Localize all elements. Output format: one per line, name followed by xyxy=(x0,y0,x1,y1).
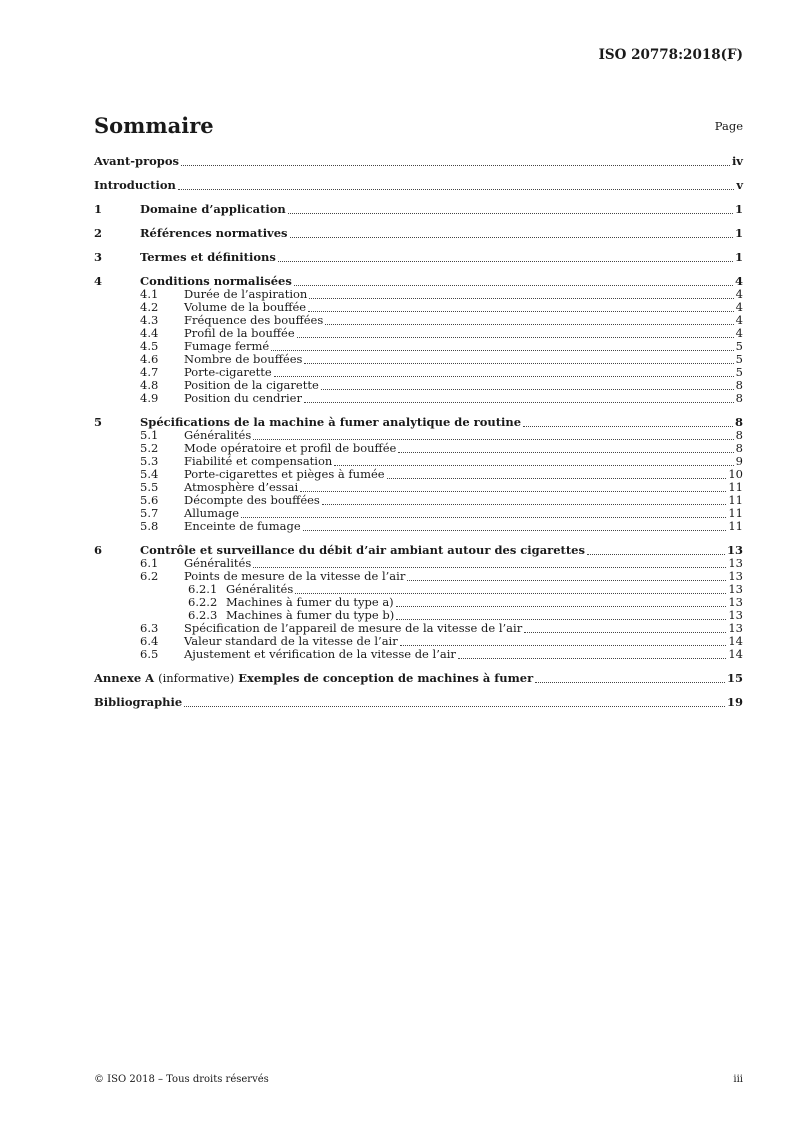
dot-leader xyxy=(387,478,727,479)
toc-entry-page: 4 xyxy=(734,274,743,288)
toc-entry-number: 4.8 xyxy=(140,378,159,392)
toc-entry-page: 8 xyxy=(735,391,743,405)
dot-leader xyxy=(407,580,726,581)
toc-entry-number: 6.1 xyxy=(140,556,159,570)
toc-entry-number: 5.5 xyxy=(140,480,159,494)
toc-entry-title: Profil de la bouffée xyxy=(184,326,295,340)
toc-entry-number: 3 xyxy=(94,250,103,264)
document-id: ISO 20778:2018(F) xyxy=(598,47,743,63)
toc-entry-number: 4.1 xyxy=(140,287,159,301)
dot-leader xyxy=(184,706,725,707)
dot-leader xyxy=(322,504,727,505)
toc-entry-title: Valeur standard de la vitesse de l’air xyxy=(184,634,398,648)
dot-leader xyxy=(300,491,726,492)
annex-title: Exemples de conception de machines à fumer xyxy=(238,671,534,685)
toc-entry-title: Atmosphère d’essai xyxy=(184,480,299,494)
toc-entry-page: 13 xyxy=(726,543,743,557)
toc-entry-number: 4.2 xyxy=(140,300,159,314)
toc-entry-title: Généralités xyxy=(184,556,252,570)
dot-leader xyxy=(241,517,726,518)
toc-entry-title: Position de la cigarette xyxy=(184,378,319,392)
toc-entry-title: Spécifications de la machine à fumer analytique de routine xyxy=(140,415,522,429)
toc-entry-page: 8 xyxy=(735,428,743,442)
toc-entry-title: Allumage xyxy=(184,506,239,520)
toc-entry-number: 6.2.3 xyxy=(188,608,218,622)
toc-entry-number: 5.4 xyxy=(140,467,159,481)
toc-entry-title: Termes et définitions xyxy=(140,250,276,264)
table-of-contents xyxy=(94,155,743,709)
toc-entry-page: 11 xyxy=(728,506,743,520)
dot-leader xyxy=(297,337,734,338)
dot-leader xyxy=(458,658,726,659)
page-title: Sommaire xyxy=(94,113,214,138)
dot-leader xyxy=(524,632,726,633)
toc-entry-number: 6.3 xyxy=(140,621,159,635)
toc-entry-title: Généralités xyxy=(184,428,252,442)
toc-entry-title: Fiabilité et compensation xyxy=(184,454,333,468)
dot-leader xyxy=(321,389,734,390)
dot-leader xyxy=(178,189,734,190)
toc-entry-number: 4.7 xyxy=(140,365,159,379)
dot-leader xyxy=(271,350,733,351)
toc-entry-page: 4 xyxy=(735,300,743,314)
toc-entry-title: Fumage fermé xyxy=(184,339,270,353)
toc-entry-number: 6.2.1 xyxy=(188,582,218,596)
toc-entry-title: Position du cendrier xyxy=(184,391,302,405)
annex-type: (informative) xyxy=(158,671,235,685)
toc-entry-page: 9 xyxy=(735,454,743,468)
toc-entry-page: 4 xyxy=(735,326,743,340)
toc-entry-page: 13 xyxy=(728,608,743,622)
toc-entry-subclause-5-8[interactable] xyxy=(94,520,743,533)
toc-entry-page: 5 xyxy=(735,339,743,353)
toc-entry-title: Points de mesure de la vitesse de l’air xyxy=(184,569,406,583)
toc-entry-title: Porte-cigarettes et pièges à fumée xyxy=(184,467,385,481)
dot-leader xyxy=(334,465,733,466)
dot-leader xyxy=(294,285,733,286)
toc-entry-page: 8 xyxy=(735,441,743,455)
toc-entry-page: 1 xyxy=(734,202,743,216)
toc-entry-bibliographie[interactable] xyxy=(94,696,743,709)
dot-leader xyxy=(587,554,725,555)
toc-entry-title: Ajustement et vérification de la vitesse de l’air xyxy=(184,647,456,661)
dot-leader xyxy=(396,606,727,607)
toc-entry-page: 13 xyxy=(728,556,743,570)
dot-leader xyxy=(325,324,733,325)
toc-entry-number: 6.2 xyxy=(140,569,159,583)
toc-entry-page: 5 xyxy=(735,352,743,366)
toc-entry-number: 6.4 xyxy=(140,634,159,648)
toc-entry-title: Enceinte de fumage xyxy=(184,519,301,533)
toc-entry-page: 11 xyxy=(728,480,743,494)
toc-entry-clause-1[interactable] xyxy=(94,203,743,216)
toc-entry-number: 4.9 xyxy=(140,391,159,405)
toc-entry-title: Bibliographie xyxy=(94,695,183,709)
toc-entry-page: iv xyxy=(731,154,743,168)
toc-entry-title: Fréquence des bouffées xyxy=(184,313,324,327)
dot-leader xyxy=(396,619,726,620)
toc-entry-page: 13 xyxy=(728,595,743,609)
toc-entry-number: 4 xyxy=(94,274,103,288)
annex-label: Annexe A xyxy=(94,671,155,685)
toc-entry-number: 1 xyxy=(94,202,103,216)
toc-entry-title: Durée de l’aspiration xyxy=(184,287,308,301)
toc-entry-number: 4.6 xyxy=(140,352,159,366)
toc-entry-page: 14 xyxy=(728,647,743,661)
dot-leader xyxy=(400,645,727,646)
toc-entry-title: Introduction xyxy=(94,178,176,192)
toc-entry-page: v xyxy=(736,178,743,192)
toc-entry-page: 11 xyxy=(728,519,743,533)
toc-entry-number: 2 xyxy=(94,226,103,240)
dot-leader xyxy=(181,165,730,166)
toc-entry-page: 13 xyxy=(728,582,743,596)
footer-copyright: © ISO 2018 – Tous droits réservés xyxy=(94,1074,269,1085)
toc-entry-number: 5.6 xyxy=(140,493,159,507)
dot-leader xyxy=(398,452,733,453)
toc-entry-title: Mode opératoire et profil de bouffée xyxy=(184,441,397,455)
toc-entry-number: 5.8 xyxy=(140,519,159,533)
dot-leader xyxy=(253,567,726,568)
toc-entry-title: Volume de la bouffée xyxy=(184,300,307,314)
toc-entry-page: 1 xyxy=(734,226,743,240)
dot-leader xyxy=(278,261,733,262)
toc-entry-page: 11 xyxy=(728,493,743,507)
toc-entry-page: 8 xyxy=(735,378,743,392)
toc-entry-title: Conditions normalisées xyxy=(140,274,292,288)
toc-entry-page: 14 xyxy=(728,634,743,648)
toc-entry-page: 4 xyxy=(735,313,743,327)
toc-entry-title: Généralités xyxy=(226,582,294,596)
toc-entry-number: 4.4 xyxy=(140,326,159,340)
toc-entry-avant-propos[interactable] xyxy=(94,155,743,168)
toc-entry-page: 8 xyxy=(734,415,743,429)
toc-entry-title: Porte-cigarette xyxy=(184,365,272,379)
dot-leader xyxy=(309,298,733,299)
toc-entry-page: 19 xyxy=(726,695,743,709)
dot-leader xyxy=(288,213,733,214)
toc-entry-page: 4 xyxy=(735,287,743,301)
dot-leader xyxy=(253,439,733,440)
toc-entry-clause-2[interactable] xyxy=(94,227,743,240)
toc-entry-title: Avant-propos xyxy=(94,154,179,168)
toc-entry-page: 13 xyxy=(728,569,743,583)
toc-clauses xyxy=(94,203,743,661)
toc-entry-page: 15 xyxy=(726,671,743,685)
toc-entry-number: 6 xyxy=(94,543,103,557)
toc-entry-clause-3[interactable] xyxy=(94,251,743,264)
toc-entry-number: 5.1 xyxy=(140,428,159,442)
toc-entry-title: Spécification de l’appareil de mesure de la vitesse de l’air xyxy=(184,621,523,635)
toc-entry-number: 4.5 xyxy=(140,339,159,353)
dot-leader xyxy=(274,376,734,377)
page-column-label: Page xyxy=(714,119,743,133)
toc-entry-title: Machines à fumer du type b) xyxy=(226,608,395,622)
toc-entry-page: 5 xyxy=(735,365,743,379)
toc-entry-page: 10 xyxy=(728,467,743,481)
dot-leader xyxy=(303,530,727,531)
toc-entry-title: Domaine d’application xyxy=(140,202,286,216)
dot-leader xyxy=(304,363,733,364)
toc-entry-subclause-6-5[interactable] xyxy=(94,648,743,661)
toc-entry-annex-a[interactable] xyxy=(94,672,743,685)
toc-entry-introduction[interactable] xyxy=(94,179,743,192)
footer-page-number: iii xyxy=(733,1074,743,1085)
toc-entry-number: 5.7 xyxy=(140,506,159,520)
toc-entry-subclause-4-9[interactable] xyxy=(94,392,743,405)
toc-entry-number: 5.2 xyxy=(140,441,159,455)
toc-entry-title: Références normatives xyxy=(140,226,288,240)
dot-leader xyxy=(290,237,733,238)
toc-entry-title: Décompte des bouffées xyxy=(184,493,320,507)
toc-entry-number: 5 xyxy=(94,415,103,429)
dot-leader xyxy=(304,402,734,403)
toc-entry-title: Machines à fumer du type a) xyxy=(226,595,394,609)
toc-entry-page: 13 xyxy=(728,621,743,635)
toc-entry-page: 1 xyxy=(734,250,743,264)
dot-leader xyxy=(308,311,734,312)
toc-entry-number: 6.5 xyxy=(140,647,159,661)
toc-entry-number: 5.3 xyxy=(140,454,159,468)
toc-entry-number: 6.2.2 xyxy=(188,595,218,609)
toc-entry-title: Contrôle et surveillance du débit d’air ambiant autour des cigarettes xyxy=(140,543,585,557)
toc-entry-number: 4.3 xyxy=(140,313,159,327)
dot-leader xyxy=(523,426,733,427)
dot-leader xyxy=(535,682,725,683)
toc-entry-title: Nombre de bouffées xyxy=(184,352,303,366)
dot-leader xyxy=(295,593,726,594)
